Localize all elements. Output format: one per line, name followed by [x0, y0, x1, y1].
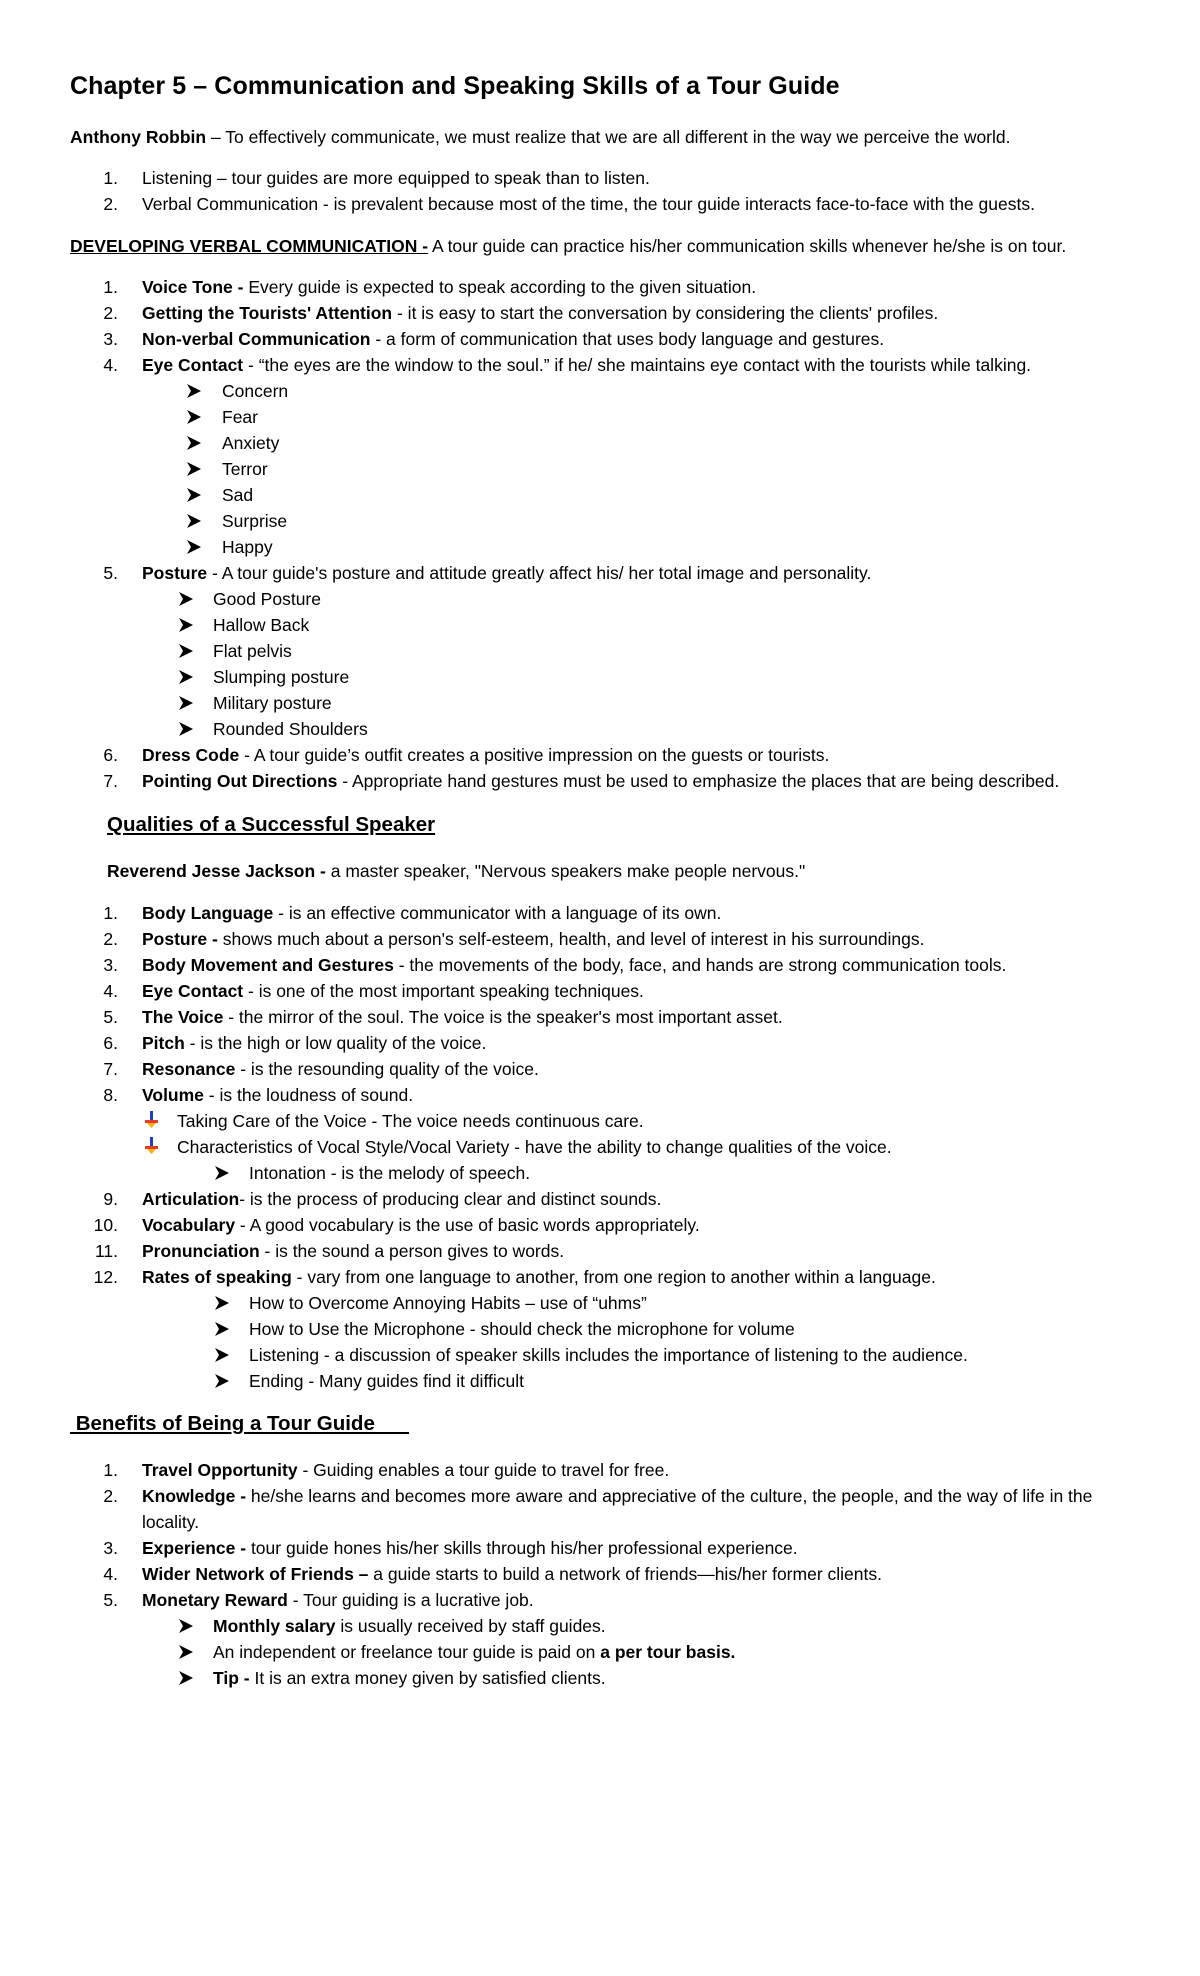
arrow-bullet-icon — [178, 1618, 194, 1634]
item-term: Knowledge - — [142, 1486, 247, 1506]
item-text: Listening – tour guides are more equipped to speak than to listen. — [142, 168, 650, 188]
arrow-bullet-icon — [186, 409, 202, 425]
item-text: - is the resounding quality of the voice. — [235, 1059, 539, 1079]
item-number: 7. — [103, 1059, 118, 1079]
bullet-text: Terror — [222, 459, 268, 479]
item-number: 2. — [103, 194, 118, 214]
item-term: Body Movement and Gestures — [142, 955, 394, 975]
item-number: 5. — [103, 563, 118, 583]
page-title: Chapter 5 – Communication and Speaking Skills of a Tour Guide — [70, 72, 840, 100]
item-text: - the movements of the body, face, and hands are strong communication tools. — [393, 955, 1007, 975]
item-number: 4. — [103, 981, 118, 1001]
item-text: - Guiding enables a tour guide to travel for free. — [297, 1460, 670, 1480]
bullet-text: How to Overcome Annoying Habits – use of “uhms” — [249, 1293, 647, 1313]
item-text: - Tour guiding is a lucrative job. — [287, 1590, 534, 1610]
item-term: Posture — [142, 563, 208, 583]
item-term: Non-verbal Communication — [142, 329, 371, 349]
item-number: 3. — [103, 955, 118, 975]
item-text: Verbal Communication - is prevalent because most of the time, the tour guide interacts face-to-face with the guests. — [142, 194, 1035, 214]
bullet-text: Slumping posture — [213, 667, 350, 687]
item-term: Wider Network of Friends – — [142, 1564, 369, 1584]
item-number: 5. — [103, 1007, 118, 1027]
bullet-text: Surprise — [222, 511, 288, 531]
bullet-text: Sad — [222, 485, 254, 505]
section-text: A tour guide can practice his/her communication skills whenever he/she is on tour. — [428, 236, 1067, 256]
item-number: 2. — [103, 303, 118, 323]
item-term: Articulation — [142, 1189, 240, 1209]
bullet-text: is usually received by staff guides. — [335, 1616, 606, 1636]
item-term: Body Language — [142, 903, 274, 923]
arrow-bullet-icon — [186, 539, 202, 555]
arrow-bullet-icon — [214, 1165, 230, 1181]
item-term: Resonance — [142, 1059, 236, 1079]
item-number: 6. — [103, 745, 118, 765]
arrow-bullet-icon — [178, 721, 194, 737]
arrow-bullet-icon — [214, 1373, 230, 1389]
item-text: - a form of communication that uses body language and gestures. — [370, 329, 885, 349]
item-text: - Appropriate hand gestures must be used to emphasize the places that are being described. — [337, 771, 1060, 791]
item-term: Getting the Tourists' Attention — [142, 303, 393, 323]
bullet-text: Intonation - is the melody of speech. — [249, 1163, 531, 1183]
item-number: 8. — [103, 1085, 118, 1105]
bullet-text: Listening - a discussion of speaker skills includes the importance of listening to the audience. — [249, 1345, 968, 1365]
bullet-text: Flat pelvis — [213, 641, 292, 661]
item-number: 3. — [103, 1538, 118, 1558]
item-number: 1. — [103, 277, 118, 297]
qualities-heading: Qualities of a Successful Speaker — [107, 813, 436, 836]
item-number: 2. — [103, 1486, 118, 1506]
item-number: 2. — [103, 929, 118, 949]
bullet-text: Concern — [222, 381, 289, 401]
item-number: 1. — [103, 1460, 118, 1480]
item-text: tour guide hones his/her skills through his/her professional experience. — [246, 1538, 798, 1558]
item-term: Volume — [142, 1085, 204, 1105]
bullet-text: Happy — [222, 537, 273, 557]
bullet-text: It is an extra money given by satisfied clients. — [249, 1668, 606, 1688]
item-text: - it is easy to start the conversation by considering the clients' profiles. — [392, 303, 939, 323]
item-text: - is the high or low quality of the voice. — [184, 1033, 487, 1053]
arrow-bullet-icon — [178, 1670, 194, 1686]
bullet-text: Taking Care of the Voice - The voice needs continuous care. — [177, 1111, 644, 1131]
section-label: DEVELOPING VERBAL COMMUNICATION - — [70, 236, 429, 256]
item-term: Experience - — [142, 1538, 247, 1558]
bullet-term: Tip - — [213, 1668, 250, 1688]
item-text: - is an effective communicator with a language of its own. — [273, 903, 722, 923]
arrow-bullet-icon — [186, 513, 202, 529]
bullet-text: Good Posture — [213, 589, 321, 609]
item-term: Posture - — [142, 929, 218, 949]
item-term: Pitch — [142, 1033, 185, 1053]
item-number: 9. — [103, 1189, 118, 1209]
item-term: Voice Tone - — [142, 277, 244, 297]
arrow-bullet-icon — [186, 461, 202, 477]
developing-heading — [70, 235, 1066, 257]
bullet-text: Characteristics of Vocal Style/Vocal Variety - have the ability to change qualities of the voice. — [177, 1137, 892, 1157]
item-term: Dress Code — [142, 745, 240, 765]
item-text: shows much about a person's self-esteem, health, and level of interest in his surroundings. — [217, 929, 925, 949]
bullet-term: a per tour basis. — [600, 1642, 736, 1662]
bullet-term: Monthly salary — [213, 1616, 336, 1636]
bullet-text: How to Use the Microphone - should check the microphone for volume — [249, 1319, 795, 1339]
intro-text: – To effectively communicate, we must realize that we are all different in the way we perceive the world. — [206, 127, 1011, 147]
bullet-text: Anxiety — [222, 433, 280, 453]
item-text: he/she learns and becomes more aware and appreciative of the culture, the people, and the way of life in the — [246, 1486, 1093, 1506]
item-text: - A tour guide's posture and attitude greatly affect his/ her total image and personality. — [207, 563, 872, 583]
arrow-bullet-icon — [186, 487, 202, 503]
item-number: 4. — [103, 355, 118, 375]
item-number: 7. — [103, 771, 118, 791]
item-text: a guide starts to build a network of friends—his/her former clients. — [368, 1564, 882, 1584]
item-text: locality. — [142, 1512, 200, 1532]
arrow-bullet-icon — [214, 1347, 230, 1363]
arrow-bullet-icon — [186, 435, 202, 451]
arrow-bullet-icon — [178, 643, 194, 659]
item-term: Pronunciation — [142, 1241, 260, 1261]
bullet-text: Ending - Many guides find it difficult — [249, 1371, 524, 1391]
item-number: 1. — [103, 903, 118, 923]
item-term: Travel Opportunity — [142, 1460, 298, 1480]
item-text: - is the process of producing clear and distinct sounds. — [239, 1189, 662, 1209]
arrow-bullet-icon — [214, 1295, 230, 1311]
item-text: - A good vocabulary is the use of basic words appropriately. — [235, 1215, 700, 1235]
item-text: - the mirror of the soul. The voice is the speaker's most important asset. — [223, 1007, 783, 1027]
item-text: - “the eyes are the window to the soul.” if he/ she maintains eye contact with the tourists while talking. — [243, 355, 1032, 375]
intro-author: Anthony Robbin — [70, 127, 207, 147]
arrow-bullet-icon — [178, 617, 194, 633]
item-number: 4. — [103, 1564, 118, 1584]
item-term: Eye Contact — [142, 355, 244, 375]
item-term: Monetary Reward — [142, 1590, 288, 1610]
arrow-bullet-icon — [178, 669, 194, 685]
bullet-text: An independent or freelance tour guide is paid on — [213, 1642, 601, 1662]
item-term: Pointing Out Directions — [142, 771, 338, 791]
arrow-bullet-icon — [178, 591, 194, 607]
flag-bullet-icon — [144, 1111, 160, 1129]
item-number: 5. — [103, 1590, 118, 1610]
item-number: 11. — [94, 1241, 118, 1261]
arrow-bullet-icon — [214, 1321, 230, 1337]
item-text: - is the loudness of sound. — [203, 1085, 414, 1105]
item-number: 10. — [93, 1215, 118, 1235]
item-number: 1. — [103, 168, 118, 188]
item-text: - A tour guide’s outfit creates a positive impression on the guests or tourists. — [239, 745, 830, 765]
arrow-bullet-icon — [186, 383, 202, 399]
arrow-bullet-icon — [178, 695, 194, 711]
item-term: Rates of speaking — [142, 1267, 292, 1287]
item-number: 12. — [93, 1267, 118, 1287]
quote-author: Reverend Jesse Jackson - — [107, 861, 326, 881]
item-term: Vocabulary — [142, 1215, 236, 1235]
bullet-text: Military posture — [213, 693, 332, 713]
item-text: - is one of the most important speaking techniques. — [243, 981, 644, 1001]
item-text: Every guide is expected to speak according to the given situation. — [243, 277, 757, 297]
qualities-quote — [107, 860, 805, 882]
quote-text: a master speaker, "Nervous speakers make people nervous." — [325, 861, 806, 881]
item-text: - vary from one language to another, from one region to another within a language. — [291, 1267, 936, 1287]
bullet-text: Rounded Shoulders — [213, 719, 368, 739]
item-term: The Voice — [142, 1007, 224, 1027]
benefits-heading: Benefits of Being a Tour Guide — [70, 1412, 410, 1435]
item-number: 6. — [103, 1033, 118, 1053]
flag-bullet-icon — [144, 1137, 160, 1155]
item-number: 3. — [103, 329, 118, 349]
arrow-bullet-icon — [178, 1644, 194, 1660]
bullet-text: Hallow Back — [213, 615, 310, 635]
intro-quote — [70, 126, 1011, 148]
bullet-text: Fear — [222, 407, 258, 427]
item-term: Eye Contact — [142, 981, 244, 1001]
item-text: - is the sound a person gives to words. — [259, 1241, 565, 1261]
